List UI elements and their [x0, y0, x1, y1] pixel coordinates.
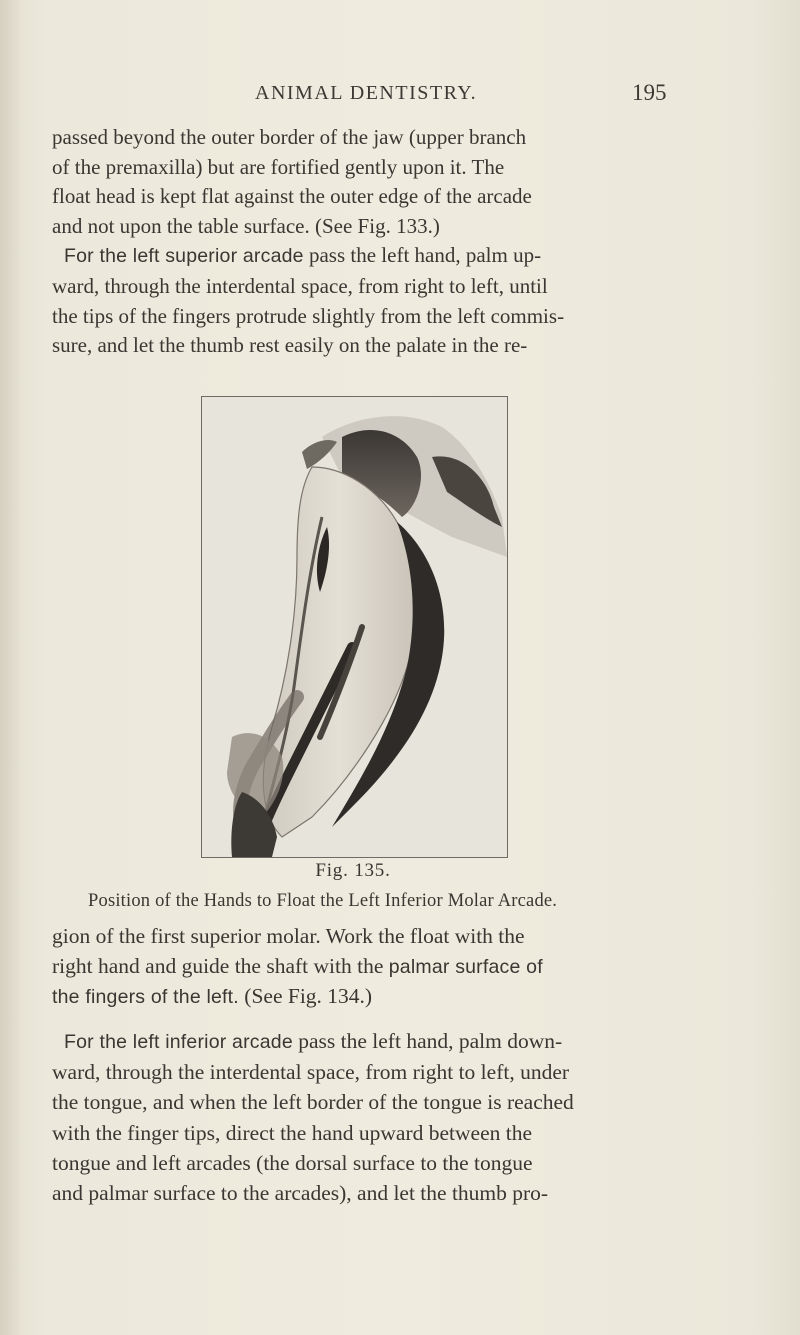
figure-illustration: [202, 397, 507, 857]
text-line: ward, through the interdental space, from right to left, under: [52, 1060, 570, 1085]
text-line: passed beyond the outer border of the jaw (upper branch: [52, 125, 527, 149]
text-line: of the premaxilla) but are fortified gently upon it. The: [52, 154, 505, 179]
paragraph-left-superior-arcade: [52, 241, 692, 272]
figure-photo-hands-floating-molar: [201, 396, 508, 858]
running-head-title: ANIMAL DENTISTRY.: [255, 82, 478, 104]
figure-caption: Position of the Hands to Float the Left Inferior Molar Arcade.: [88, 891, 558, 911]
text-block-lower-1: [52, 922, 692, 1013]
text-run: (See Fig. 134.): [238, 984, 373, 1009]
text-line: ward, through the interdental space, from right to left, until: [52, 273, 548, 298]
text-line: and palmar surface to the arcades), and let the thumb pro-: [52, 1181, 549, 1206]
text-line-with-bold: [52, 952, 692, 983]
page-gutter-shadow: [0, 0, 22, 1335]
text-run: right hand and guide the shaft with the: [52, 953, 389, 978]
text-line: with the finger tips, direct the hand upward between the: [52, 1120, 533, 1145]
text-line: and not upon the table surface. (See Fig. 133.): [52, 213, 440, 238]
text-line: float head is kept flat against the outer edge of the arcade: [52, 184, 532, 209]
text-line: the tongue, and when the left border of the tongue is reached: [52, 1090, 574, 1115]
figure-number: Fig. 135.: [315, 860, 391, 881]
text-line: sure, and let the thumb rest easily on the palate in the re-: [52, 333, 528, 358]
running-head: [0, 82, 800, 112]
text-run: pass the left hand, palm down-: [292, 1029, 563, 1053]
text-line: gion of the first superior molar. Work the float with the: [52, 924, 525, 948]
text-line-with-bold: [52, 982, 692, 1013]
bold-phrase: For the left inferior arcade: [64, 1031, 293, 1053]
text-run: pass the left hand, palm up-: [303, 243, 542, 268]
paragraph-left-inferior-arcade: [52, 1026, 692, 1057]
page-number: 195: [632, 80, 667, 105]
bold-phrase: the fingers of the left.: [52, 986, 239, 1009]
text-line: tongue and left arcades (the dorsal surface to the tongue: [52, 1150, 533, 1175]
text-block-lower-2: [52, 1026, 692, 1208]
bold-phrase: palmar surface of: [388, 955, 543, 978]
bold-phrase: For the left superior arcade: [64, 245, 304, 268]
text-line: the tips of the fingers protrude slightly from the left commis-: [52, 303, 565, 328]
text-block-upper: [52, 123, 692, 361]
